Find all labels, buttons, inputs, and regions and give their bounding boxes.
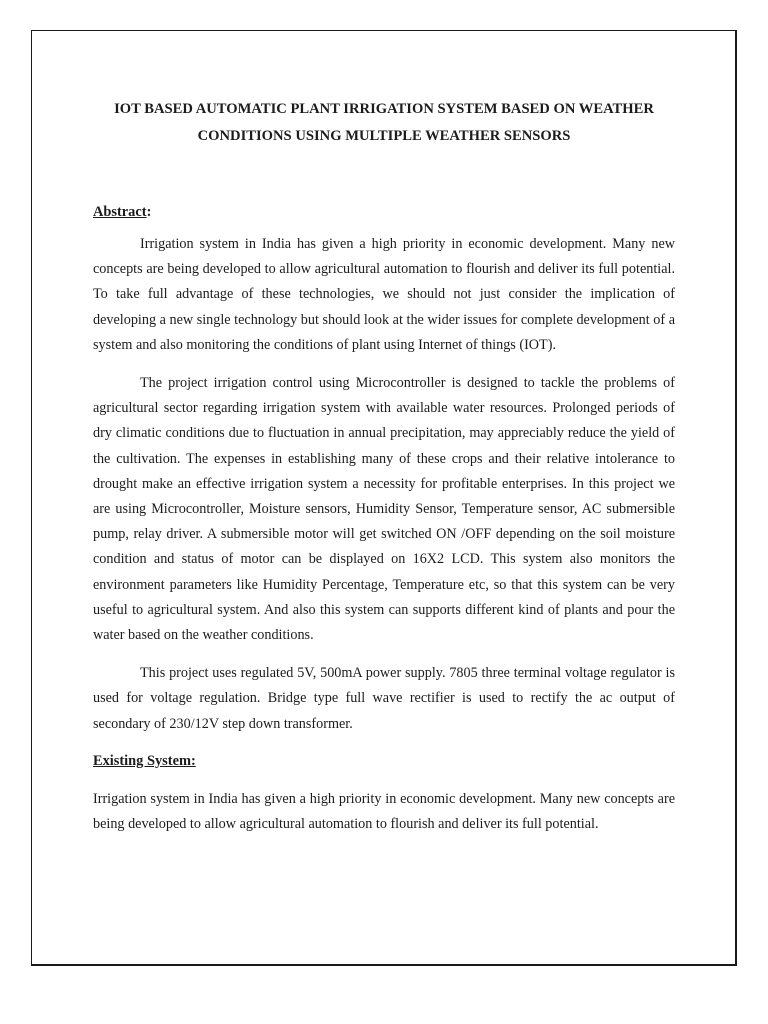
existing-system-heading: Existing System: — [93, 752, 196, 769]
abstract-paragraph-3: This project uses regulated 5V, 500mA power supply. 7805 three terminal voltage regulator is used for voltage regulation. Bridge type full wave rectifier is used to rectify the ac output of secondary of 230/12V step down transformer. — [93, 665, 675, 732]
abstract-heading: Abstract — [93, 204, 147, 220]
abstract-heading-colon: : — [146, 204, 152, 220]
document-title: IOT BASED AUTOMATIC PLANT IRRIGATION SYSTEM BASED ON WEATHER CONDITIONS USING MULTIPLE WEATHER SENSORS — [114, 101, 654, 144]
abstract-paragraph-2: The project irrigation control using Microcontroller is designed to tackle the problems of agricultural sector regarding irrigation system with available water resources. Prolonged periods of dry climatic conditions due to fluctuation in annual precipitation, may appreciably reduce the yield of the cultivation. The expenses in establishing many of these crops and their relative intolerance to drought make an effective irrigation system a necessity for profitable enterprises. In this project we are using Microcontroller, Moisture sensors, Humidity Sensor, Temperature sensor, AC submersible pump, relay driver. A submersible motor will get switched ON /OFF depending on the soil moisture condition and status of motor can be displayed on 16X2 LCD. This system also monitors the environment parameters like Humidity Percentage, Temperature etc, so that this system can be very useful to agricultural system. And also this system can supports different kind of plants and pour the water based on the weather conditions. — [93, 375, 675, 644]
existing-system-paragraph: Irrigation system in India has given a high priority in economic development. Many new concepts are being developed to allow agricultural automation to flourish and deliver its full potential. — [93, 790, 675, 833]
abstract-paragraph-1: Irrigation system in India has given a high priority in economic development. Many new concepts are being developed to allow agricultural automation to flourish and deliver its full potential. To take full advantage of these technologies, we should not just consider the implication of developing a new single technology but should look at the wider issues for complete development of a system and also monitoring the conditions of plant using Internet of things (IOT). — [93, 236, 675, 353]
document-body — [93, 96, 675, 837]
abstract-heading-line — [93, 200, 675, 224]
